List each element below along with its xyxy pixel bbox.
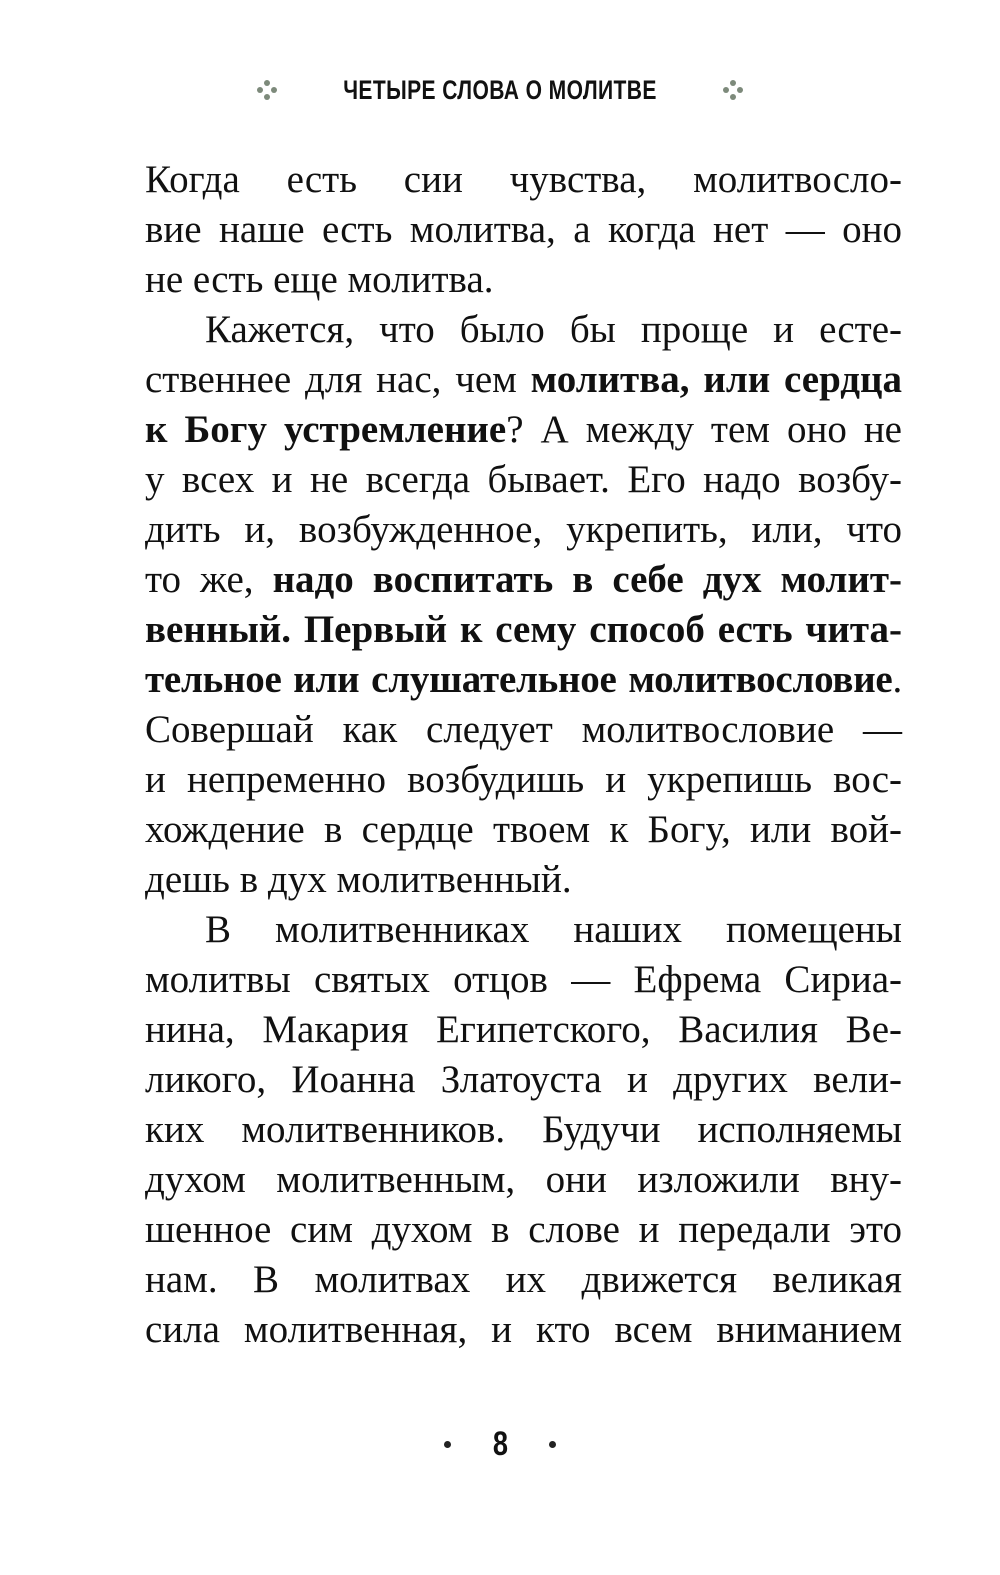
text-segment: сила молитвенная, и кто всем вниманием bbox=[145, 1308, 902, 1351]
text-segment: Когда есть сии чувства, молитвосло- bbox=[145, 158, 902, 201]
text-line bbox=[145, 905, 902, 955]
text-line bbox=[145, 355, 902, 405]
text-line bbox=[145, 1105, 902, 1155]
text-segment: В молитвенниках наших помещены bbox=[205, 908, 902, 951]
running-header bbox=[0, 70, 1000, 110]
text-segment: духом молитвенным, они изложили вну- bbox=[145, 1158, 902, 1201]
text-segment: молитвы святых отцов — Ефрема Сириа- bbox=[145, 958, 902, 1001]
text-line bbox=[145, 205, 902, 255]
text-line bbox=[145, 855, 902, 905]
bold-text-segment: надо воспитать в себе дух молит- bbox=[272, 558, 902, 601]
text-segment: не есть еще молитва. bbox=[145, 258, 494, 301]
text-segment: дить и, возбужденное, укрепить, или, что bbox=[145, 508, 902, 551]
text-segment: ственнее для нас, чем bbox=[145, 358, 531, 401]
bold-text-segment: к Богу устремление bbox=[145, 408, 507, 451]
text-line bbox=[145, 605, 902, 655]
text-segment: дешь в дух молитвенный. bbox=[145, 858, 572, 901]
bullet-dot-icon bbox=[444, 1441, 451, 1448]
text-line bbox=[145, 1155, 902, 1205]
text-segment: то же, bbox=[145, 558, 273, 601]
text-line bbox=[145, 705, 902, 755]
text-line bbox=[145, 1205, 902, 1255]
text-segment: ких молитвенников. Будучи исполняемы bbox=[145, 1108, 902, 1151]
text-line bbox=[145, 955, 902, 1005]
text-segment: Кажется, что было бы проще и есте- bbox=[205, 308, 902, 351]
text-segment: . bbox=[892, 658, 902, 701]
text-line bbox=[145, 1305, 902, 1355]
bold-text-segment: венный. Первый к сему способ есть чита- bbox=[145, 608, 902, 651]
text-line bbox=[145, 655, 902, 705]
bold-text-segment: молитва, или сердца bbox=[530, 358, 902, 401]
text-segment: шенное сим духом в слове и передали это bbox=[145, 1208, 902, 1251]
running-header-title: ЧЕТЫРЕ СЛОВА О МОЛИТВЕ bbox=[343, 74, 657, 105]
cross-ornament-icon bbox=[723, 80, 743, 100]
text-line bbox=[145, 255, 902, 305]
page-number: 8 bbox=[492, 1425, 508, 1463]
bold-text-segment: тельное или слушательное молитвословие bbox=[145, 658, 893, 701]
page-footer bbox=[0, 1425, 1000, 1464]
text-line bbox=[145, 805, 902, 855]
cross-ornament-icon bbox=[257, 80, 277, 100]
text-segment: хождение в сердце твоем к Богу, или вой- bbox=[145, 808, 902, 851]
text-line bbox=[145, 555, 902, 605]
text-segment: вие наше есть молитва, а когда нет — оно bbox=[145, 208, 902, 251]
text-line bbox=[145, 755, 902, 805]
text-line bbox=[145, 1255, 902, 1305]
text-segment: Совершай как следует молитвословие — bbox=[145, 708, 902, 751]
text-segment: нина, Макария Египетского, Василия Ве- bbox=[145, 1008, 902, 1051]
text-line bbox=[145, 1055, 902, 1105]
text-line bbox=[145, 455, 902, 505]
text-line bbox=[145, 505, 902, 555]
text-segment: нам. В молитвах их движется великая bbox=[145, 1258, 902, 1301]
text-line bbox=[145, 1005, 902, 1055]
bullet-dot-icon bbox=[549, 1441, 556, 1448]
text-segment: ликого, Иоанна Златоуста и других вели- bbox=[145, 1058, 902, 1101]
text-segment: у всех и не всегда бывает. Его надо возбу- bbox=[145, 458, 902, 501]
text-line bbox=[145, 405, 902, 455]
text-line bbox=[145, 305, 902, 355]
text-segment: и непременно возбудишь и укрепишь вос- bbox=[145, 758, 902, 801]
page-body-text bbox=[145, 155, 902, 1355]
text-line bbox=[145, 155, 902, 205]
text-segment: ? А между тем оно не bbox=[506, 408, 902, 451]
